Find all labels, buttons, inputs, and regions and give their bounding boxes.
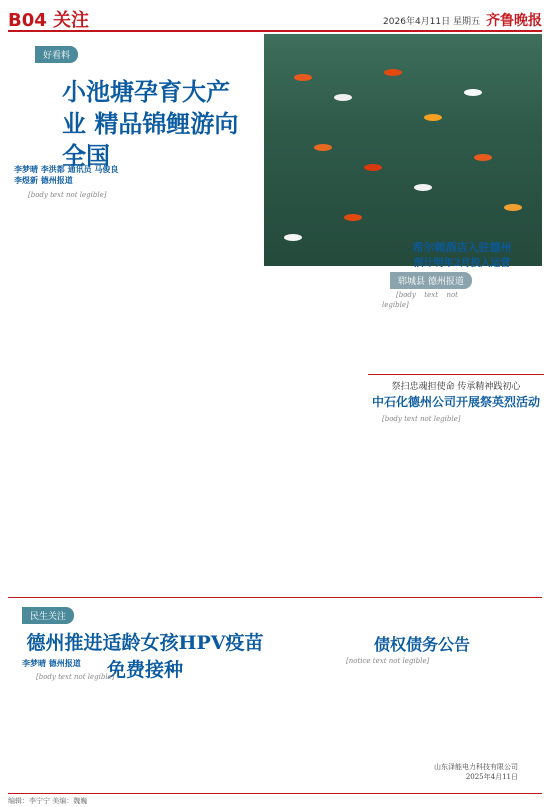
koi-icon — [294, 74, 312, 81]
hpv-headline: 德州推进适龄女孩HPV疫苗免费接种 — [26, 632, 264, 681]
hilton-subtitle: 预计明年2月投入运营 — [413, 258, 511, 269]
section-tag-lead: 好看料 — [35, 46, 78, 63]
body-text: [body text not legible] — [382, 291, 458, 310]
koi-icon — [464, 89, 482, 96]
debt-notice-title: 债权债务公告 — [373, 635, 470, 654]
hpv-byline: 李梦晴 德州报道 — [22, 659, 81, 668]
koi-icon — [474, 154, 492, 161]
section-tag-minsheng: 民生关注 — [22, 607, 74, 624]
sinopec-body — [368, 414, 544, 594]
byline-line: 李煜新 德州报道 — [14, 176, 73, 185]
section-divider — [8, 597, 542, 598]
lead-body-col-1 — [14, 190, 140, 570]
hilton-body — [382, 290, 458, 374]
byline-line: 李梦晴 李洪都 通讯员 马俊良 — [14, 165, 119, 174]
divider — [368, 374, 544, 375]
body-text: [body text not legible] — [28, 191, 107, 199]
lead-byline — [14, 164, 254, 186]
newspaper-logo: 齐鲁晚报 — [486, 13, 542, 29]
koi-icon — [384, 69, 402, 76]
koi-icon — [414, 184, 432, 191]
section-tag-dongying: 郓城县 德州报道 — [390, 272, 472, 289]
notice-signer: 山东泽能电力科技有限公司 — [434, 763, 518, 771]
body-text: [body text not legible] — [382, 415, 461, 423]
hilton-headline — [380, 240, 544, 272]
koi-icon — [424, 114, 442, 121]
body-text: [notice text not legible] — [346, 657, 430, 665]
notice-date: 2025年4月11日 — [465, 773, 518, 782]
header-right — [383, 10, 542, 30]
page-number: B04 关注 — [8, 10, 90, 31]
issue-date: 2026年4月11日 星期五 — [383, 16, 480, 27]
koi-icon — [364, 164, 382, 171]
koi-icon — [314, 144, 332, 151]
page-header — [8, 6, 542, 32]
koi-icon — [334, 94, 352, 101]
koi-icon — [504, 204, 522, 211]
koi-icon — [344, 214, 362, 221]
page-footer: 编辑：李宁宁 美编：魏巍 — [8, 793, 542, 806]
lead-headline: 小池塘孕育大产业 精品锦鲤游向全国 — [62, 77, 239, 170]
sinopec-headline: 中石化德州公司开展祭英烈活动 — [371, 395, 540, 409]
koi-pond-photo — [264, 34, 542, 266]
body-text: [body text not legible] — [36, 673, 115, 681]
sinopec-kicker: 祭扫忠魂担使命 传承精神践初心 — [391, 382, 521, 392]
notice-signature — [332, 762, 518, 782]
koi-icon — [284, 234, 302, 241]
debt-notice-body — [332, 656, 518, 756]
hilton-title: 希尔顿酒店入驻德州 — [412, 241, 512, 254]
hpv-body — [22, 672, 272, 790]
